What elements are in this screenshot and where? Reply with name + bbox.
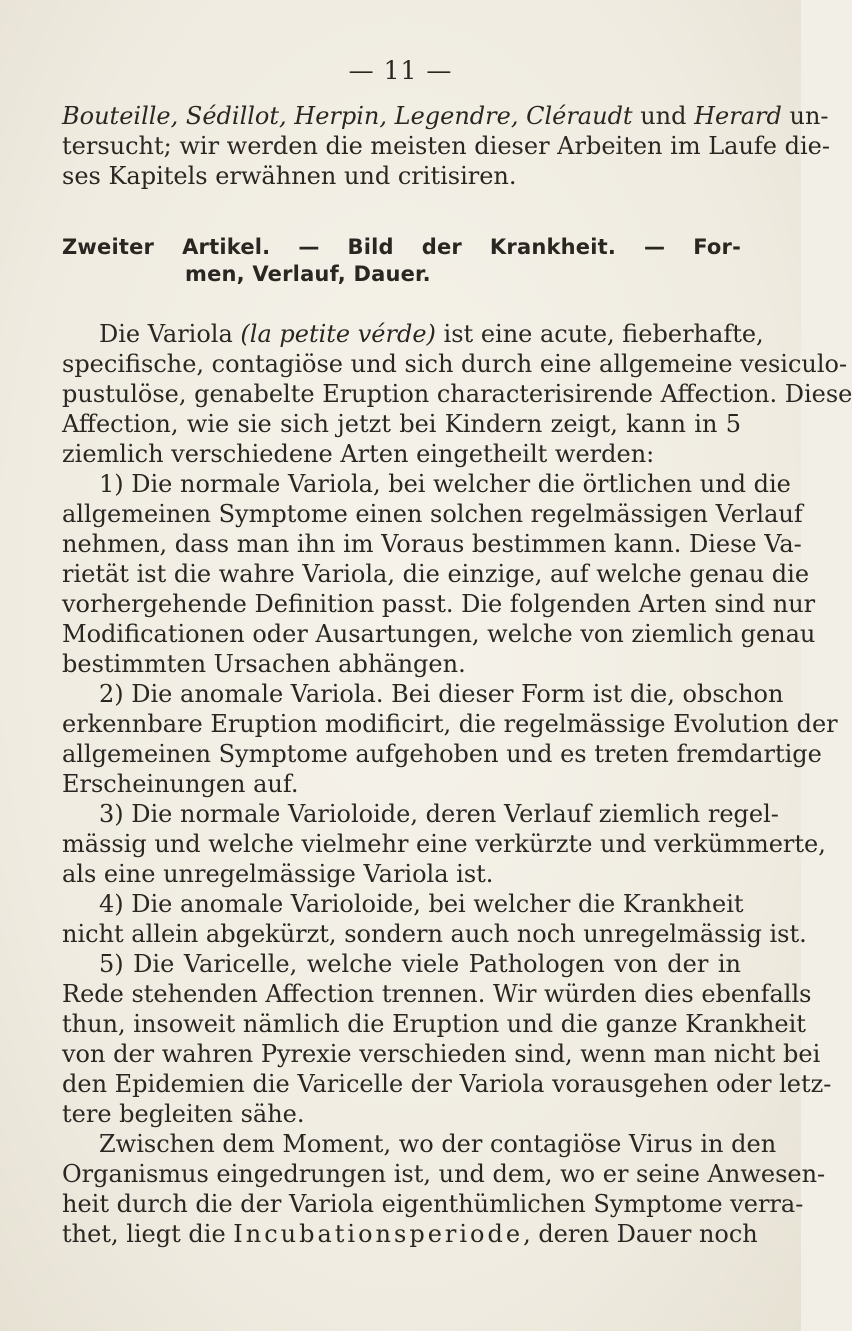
- text-line: von der wahren Pyrexie verschieden sind, wenn man nicht bei: [62, 1040, 821, 1068]
- text-line: erkennbare Eruption modificirt, die regelmässige Evolution der: [62, 710, 838, 738]
- text-line: Rede stehenden Affection trennen. Wir würden dies ebenfalls: [62, 980, 812, 1008]
- text-line: 4) Die anomale Varioloide, bei welcher die Krankheit: [99, 890, 744, 918]
- text-line: vorhergehende Definition passt. Die folgenden Arten sind nur: [62, 590, 816, 618]
- text-span: un-: [781, 102, 829, 130]
- text-line: als eine unregelmässige Variola ist.: [62, 860, 494, 888]
- author-name: Herard: [694, 102, 782, 130]
- text-line: tere begleiten sähe.: [62, 1100, 305, 1128]
- text-line: Organismus eingedrungen ist, und dem, wo er seine Anwesen-: [62, 1160, 826, 1188]
- text-line: tersucht; wir werden die meisten dieser Arbeiten im Laufe die-: [62, 132, 830, 160]
- text-span: ist eine acute, fieberhafte,: [435, 320, 764, 348]
- text-line: specifische, contagiöse und sich durch eine allgemeine vesiculo-: [62, 350, 848, 378]
- text-line: [62, 1219, 758, 1249]
- text-line: allgemeinen Symptome einen solchen regelmässigen Verlauf: [62, 500, 803, 528]
- text-line: thun, insoweit nämlich die Eruption und die ganze Krankheit: [62, 1010, 806, 1038]
- text-span: Die Variola: [99, 320, 241, 348]
- text-line: [99, 319, 764, 349]
- author-names: Bouteille, Sédillot, Herpin, Legendre, Cléraudt: [62, 102, 633, 130]
- text-line: nicht allein abgekürzt, sondern auch noch unregelmässig ist.: [62, 920, 807, 948]
- section-heading: Zweiter Artikel. — Bild der Krankheit. — For-: [62, 235, 741, 259]
- text-span: , deren Dauer noch: [523, 1220, 758, 1248]
- text-span: und: [632, 102, 695, 130]
- text-line: ses Kapitels erwähnen und critisiren.: [62, 162, 517, 190]
- text-line: rietät ist die wahre Variola, die einzige, auf welche genau die: [62, 560, 810, 588]
- text-line: mässig und welche vielmehr eine verkürzte und verkümmerte,: [62, 830, 826, 858]
- text-line: Affection, wie sie sich jetzt bei Kindern zeigt, kann in 5: [62, 410, 741, 438]
- text-line: Erscheinungen auf.: [62, 770, 299, 798]
- text-line: heit durch die der Variola eigenthümlichen Symptome verra-: [62, 1190, 804, 1218]
- emphasized-term: Incubationsperiode: [233, 1220, 524, 1248]
- text-span: thet, liegt die: [62, 1220, 234, 1248]
- text-line: pustulöse, genabelte Eruption characterisirende Affection. Diese: [62, 380, 852, 408]
- text-line: bestimmten Ursachen abhängen.: [62, 650, 466, 678]
- text-line: Modificationen oder Ausartungen, welche von ziemlich genau: [62, 620, 816, 648]
- text-line: 2) Die anomale Variola. Bei dieser Form ist die, obschon: [99, 680, 784, 708]
- text-line: den Epidemien die Varicelle der Variola vorausgehen oder letz-: [62, 1070, 832, 1098]
- text-line: ziemlich verschiedene Arten eingetheilt werden:: [62, 440, 655, 468]
- french-term: (la petite vérde): [240, 320, 436, 348]
- text-line: 5) Die Varicelle, welche viele Pathologen von der in: [99, 950, 741, 978]
- text-line: 3) Die normale Varioloide, deren Verlauf ziemlich regel-: [99, 800, 779, 828]
- text-line: allgemeinen Symptome aufgehoben und es treten fremdartige: [62, 740, 822, 768]
- text-line: Zwischen dem Moment, wo der contagiöse Virus in den: [99, 1130, 777, 1158]
- page-number: — 11 —: [348, 56, 453, 85]
- text-line: nehmen, dass man ihn im Voraus bestimmen kann. Diese Va-: [62, 530, 802, 558]
- section-heading-cont: men, Verlauf, Dauer.: [185, 262, 431, 286]
- text-line: [62, 101, 829, 131]
- text-line: 1) Die normale Variola, bei welcher die örtlichen und die: [99, 470, 791, 498]
